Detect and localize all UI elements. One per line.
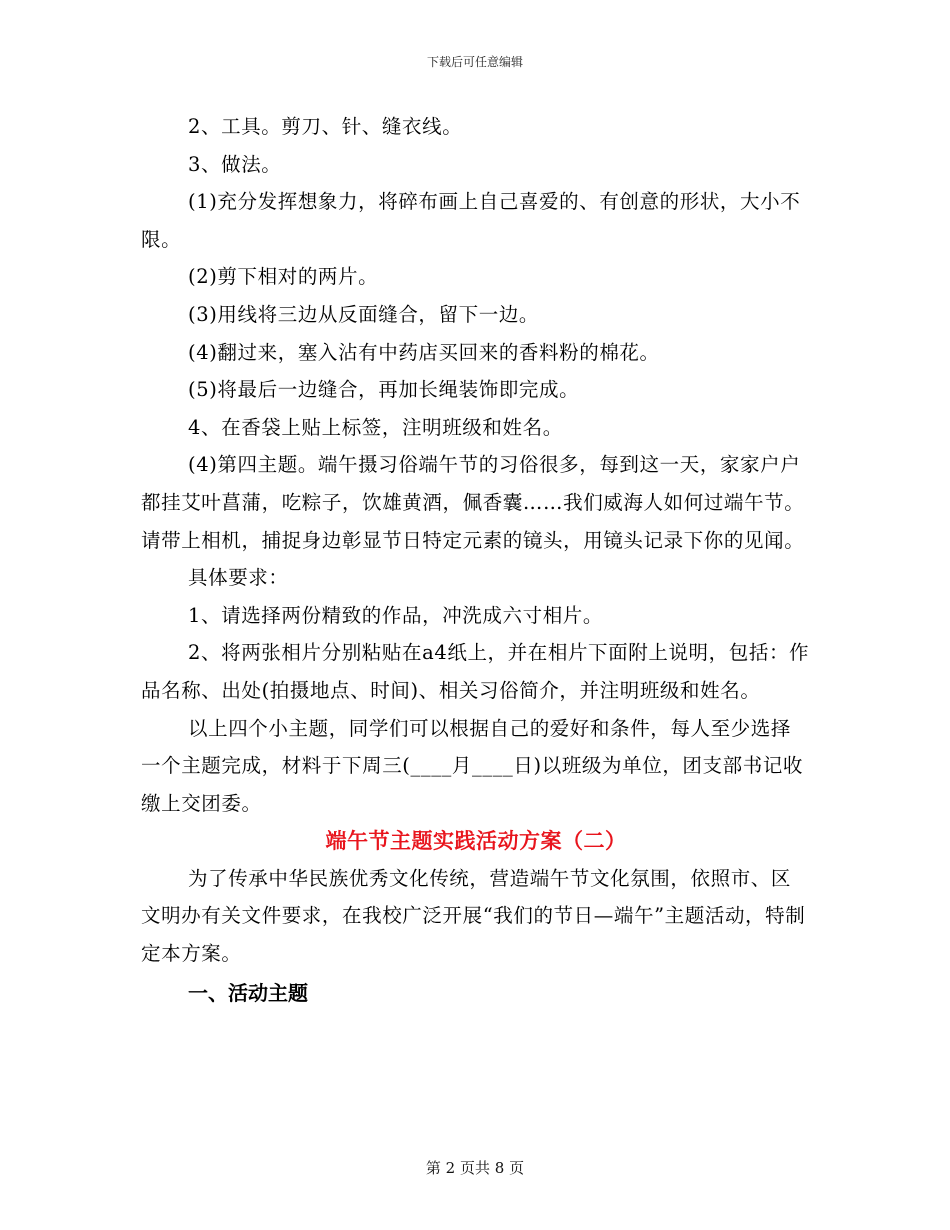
page-header: 下载后可任意编辑 (426, 55, 523, 69)
paragraph-step-5: (5)将最后一边缝合，再加长绳装饰即完成。 (188, 378, 580, 402)
paragraph-requirement-1: 1、请选择两份精致的作品，冲洗成六寸相片。 (188, 603, 604, 627)
paragraph-requirements-heading: 具体要求： (188, 566, 289, 590)
paragraph-label: 4、在香袋上贴上标签，注明班级和姓名。 (188, 415, 563, 439)
paragraph-method-heading: 3、做法。 (188, 152, 282, 176)
paragraph-theme-4: (4)第四主题。端午摄习俗端午节的习俗很多，每到这一天，家家户户都挂艾叶菖蒲，吃粽子，饮雄黄酒，佩香囊……我们威海人如何过端午节。请带上相机，捕捉身边彰显节日特定元素的镜头，用镜头记录下你的见闻。 (141, 453, 805, 552)
paragraph-tools: 2、工具。剪刀、针、缝衣线。 (188, 115, 463, 138)
paragraph-intro: 为了传承中华民族优秀文化传统，营造端午节文化氛围，依照市、区文明办有关文件要求，在我校广泛开展“我们的节日—端午”主题活动，特制定本方案。 (141, 866, 806, 966)
paragraph-step-3: (3)用线将三边从反面缝合，留下一边。 (188, 302, 540, 326)
paragraph-step-1: (1)充分发挥想象力，将碎布画上自己喜爱的、有创意的形状，大小不限。 (141, 190, 801, 251)
section-title: 端午节主题实践活动方案（二） (325, 828, 627, 854)
paragraph-step-4: (4)翻过来，塞入沾有中药店买回来的香料粉的棉花。 (188, 340, 660, 364)
document-body (141, 108, 811, 1013)
paragraph-requirement-2: 2、将两张相片分别粘贴在a4纸上，并在相片下面附上说明，包括：作品名称、出处(拍摄地点、时间)、相关习俗简介，并注明班级和姓名。 (141, 641, 810, 702)
paragraph-summary: 以上四个小主题，同学们可以根据自己的爱好和条件，每人至少选择一个主题完成，材料于下周三(____月____日)以班级为单位，团支部书记收缴上交团委。 (141, 716, 804, 815)
paragraph-step-2: (2)剪下相对的两片。 (188, 265, 379, 289)
page-footer: 第 2 页共 8 页 (425, 1159, 525, 1177)
section-heading-1: 一、活动主题 (188, 980, 308, 1005)
